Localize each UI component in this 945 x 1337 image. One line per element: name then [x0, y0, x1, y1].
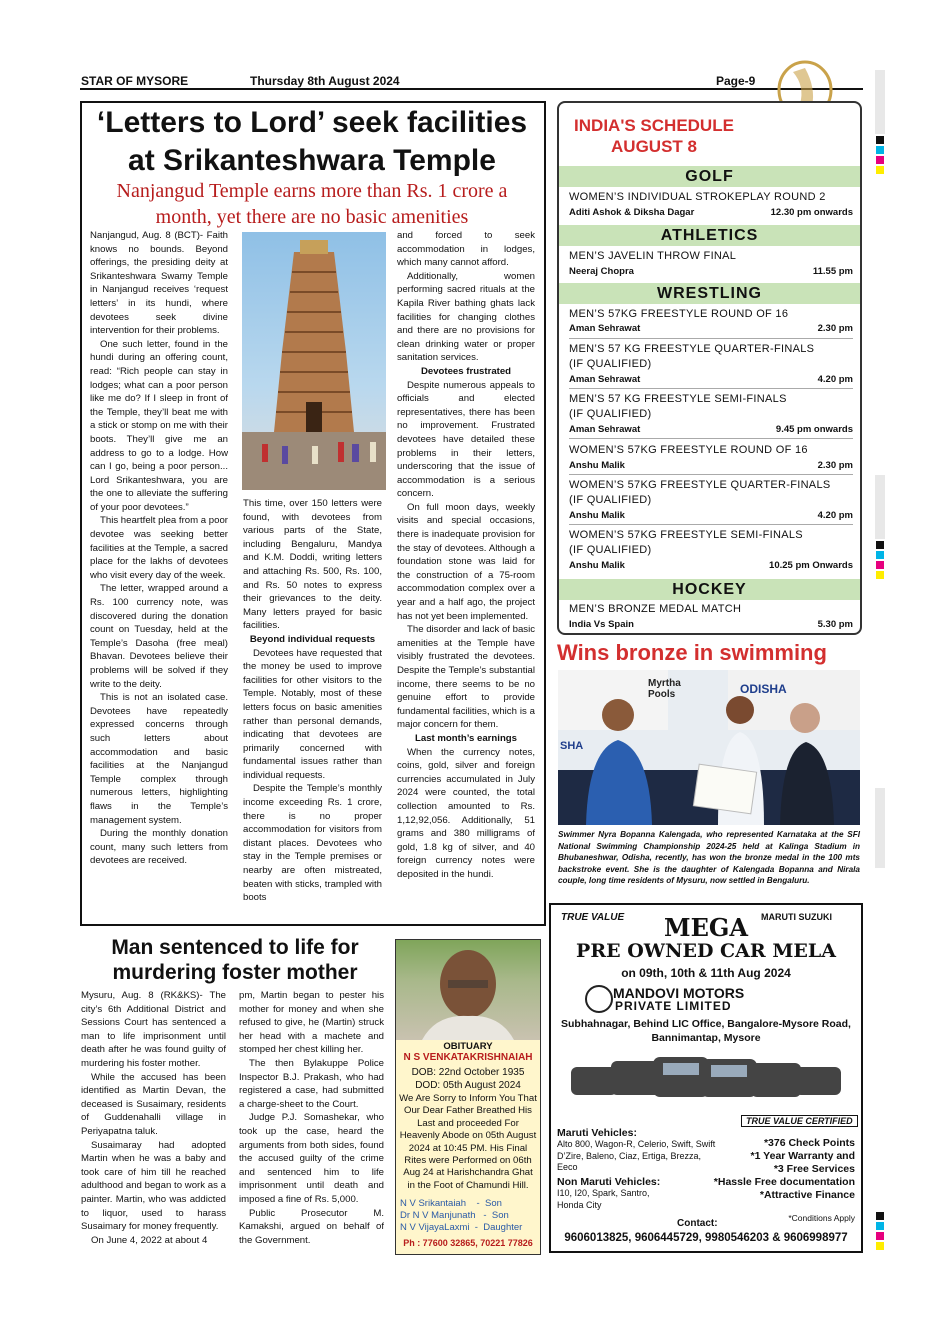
row-separator	[569, 438, 853, 439]
deck-line-2: month, yet there are no basic amenities	[155, 206, 469, 228]
paragraph: The disorder and lack of basic amenities at the Temple have visibly frustrated the devotees. Despite the Temple’s substantial income, there seems to be no genuine effort to provide fundamental facilities, which is a major concern for them.	[397, 624, 535, 731]
maruti-suzuki-logo: MARUTI SUZUKI	[761, 912, 832, 922]
event-row	[569, 266, 853, 277]
obituary-label: OBITUARY	[443, 1041, 493, 1052]
paragraph: The then Bylakuppe Police Inspector B.J. Prakash, who had registered a case, had submitted a charge-sheet to the Court.	[239, 1057, 384, 1110]
event-name: MEN’S JAVELIN THROW FINAL	[569, 250, 737, 262]
header-rule	[80, 88, 863, 90]
paragraph: Additionally, women performing sacred rituals at the Kapila River bathing ghats lack facilities for changing clothes and there are no provisions for clean drinking water or proper sanitation services.	[397, 270, 535, 364]
registration-mark	[876, 561, 884, 569]
schedule-title	[559, 115, 749, 157]
registration-mark	[876, 166, 884, 174]
paragraph: pm, Martin began to pester his mother for money and when she refused to give, he (Martin) struck her head with a machete and stomped her chest killing her.	[239, 990, 384, 1056]
temple-photo	[242, 232, 386, 490]
non-maruti-list: I10, I20, Spark, Santro, Honda City	[557, 1188, 650, 1210]
contact-phones: 9606013825, 9606445729, 9980546203 & 9606998977	[564, 1232, 848, 1244]
event-time: 10.25 pm Onwards	[769, 560, 853, 571]
maruti-vehicles-title: Maruti Vehicles:	[557, 1127, 637, 1139]
sport-header-wrestling: WRESTLING	[559, 283, 860, 304]
paragraph: During the monthly donation count, many such letters from devotees are received.	[90, 828, 228, 867]
feature: *376 Check Points	[763, 1137, 855, 1149]
sport-header-hockey: HOCKEY	[559, 579, 860, 600]
murder-col-2	[239, 989, 384, 1257]
mandovi-logo-icon	[585, 985, 613, 1013]
event-row	[569, 460, 853, 471]
paragraph: Nanjangud, Aug. 8 (BCT)- Faith knows no bounds. Beyond offerings, the presiding deity at Srikanteshwara Swamy Temple in Nanjangud receives ‘request letters’ in its hundi, where devotees seek divine intervention for their problems.	[90, 230, 228, 337]
india-schedule-box	[557, 101, 862, 635]
registration-mark	[876, 146, 884, 154]
obituary-message: We Are Sorry to Inform You That Our Dear Father Breathed His Last and proceeded For Heavenly Abode on 05th August 2024 at 10:45 PM. His Final Rites were Performed on 06th Aug 24 at Harishchandra Ghat in the Foot of Chamundi Hill.	[399, 1093, 537, 1191]
event-qualifier: (IF QUALIFIED)	[569, 494, 652, 506]
banner-myrtha-pools: Myrtha Pools	[648, 678, 681, 700]
schedule-title-line-2: AUGUST 8	[611, 137, 697, 156]
paragraph: Judge P.J. Somashekar, who took up the case, heard the arguments from both sides, found the accused guilty of the crime and sentenced him to life imprisonment until death and imposed a fine of Rs. 5,000.	[239, 1112, 384, 1205]
banner-odisha: ODISHA	[740, 682, 787, 696]
paragraph: While the accused has been identified as Martin Devan, the deceased is Susaimary, residents of Guddenahalli village in Periyapatna taluk.	[81, 1071, 226, 1137]
paragraph: This heartfelt plea from a poor devotee was seeking better facilities at the Temple, a sacred place for the lakhs of devotees who visit every day of the week.	[90, 515, 228, 581]
title-line-1: ‘Letters to Lord’ seek facilities	[96, 106, 528, 139]
athlete: Neeraj Chopra	[569, 266, 634, 277]
registration-mark	[876, 1242, 884, 1250]
temple-article-deck	[86, 178, 538, 230]
maruti-vehicles-list: Alto 800, Wagon-R, Celerio, Swift, Swift D’Zire, Baleno, Ciaz, Ertiga, Brezza, Eeco	[557, 1139, 716, 1172]
subheading-beyond-requests: Beyond individual requests	[249, 633, 376, 645]
event-row	[569, 424, 853, 435]
temple-col-1	[90, 229, 228, 918]
contact-label: Contact:	[677, 1218, 718, 1229]
feature: *Attractive Finance	[759, 1189, 855, 1201]
subheading-devotees-frustrated: Devotees frustrated	[420, 365, 512, 377]
margin-gray-bar	[875, 475, 885, 539]
athlete: India Vs Spain	[569, 619, 634, 630]
ad-headline: PRE OWNED CAR MELA	[576, 940, 836, 962]
event-name: WOMEN’S INDIVIDUAL STROKEPLAY ROUND 2	[569, 191, 826, 203]
row-separator	[569, 524, 853, 525]
temple-col-2	[243, 497, 382, 918]
title-line-2: murdering foster mother	[112, 961, 358, 984]
obituary-box	[395, 939, 541, 1255]
registration-mark	[876, 136, 884, 144]
feature: *Hassle Free documentation	[713, 1176, 855, 1188]
paragraph: and forced to seek accommodation in lodges, which many cannot afford.	[397, 230, 535, 269]
registration-mark	[876, 571, 884, 579]
event-name: MEN’S 57 KG FREESTYLE SEMI-FINALS	[569, 393, 787, 405]
event-qualifier: (IF QUALIFIED)	[569, 408, 652, 420]
obituary-name: N S VENKATAKRISHNAIAH	[403, 1052, 533, 1063]
registration-mark	[876, 1232, 884, 1240]
murder-article-title	[80, 935, 390, 985]
paragraph: On June 4, 2022 at about 4	[91, 1234, 208, 1246]
athlete: Anshu Malik	[569, 460, 625, 471]
paragraph: Despite numerous appeals to officials and elected representatives, there has been no improvement. Frustrated devotees have detailed these problems in their letters, underscoring that the issue of accommodation is a serious concern.	[397, 379, 535, 500]
obituary-dod: DOD: 05th August 2024	[415, 1080, 521, 1091]
dealer-name-2: PRIVATE LIMITED	[615, 999, 732, 1013]
paragraph: Susaimaray had adopted Martin when he was a baby and took care of him till he reached adulthood and began to work as a painter. Martin, who was addicted to liquor, used to harass Susaimary for money frequently.	[81, 1139, 226, 1233]
conditions-apply: *Conditions Apply	[788, 1213, 855, 1223]
ad-address-2: Bannimantap, Mysore	[651, 1032, 761, 1044]
paragraph: This time, over 150 letters were found, with devotees from various parts of the State, including Bengaluru, Mandya and K.M. Doddi, writing letters and attaching Rs. 500, Rs. 100, and Rs. 50 notes to express their grievances to the deity. Many letters prayed for basic facilities.	[243, 498, 382, 632]
event-row	[569, 323, 853, 334]
ad-mega: MEGA	[664, 913, 748, 942]
event-time: 4.20 pm	[817, 374, 853, 385]
row-separator	[569, 474, 853, 475]
true-value-logo: TRUE VALUE	[561, 912, 625, 923]
event-time: 9.45 pm onwards	[775, 424, 853, 435]
schedule-title-line-1: INDIA'S SCHEDULE	[574, 116, 734, 135]
registration-mark	[876, 156, 884, 164]
registration-mark	[876, 551, 884, 559]
car-mela-advertisement	[549, 903, 863, 1253]
margin-gray-bar	[875, 70, 885, 134]
newspaper-name: STAR OF MYSORE	[81, 74, 189, 88]
dealer-name: MANDOVI MOTORS	[613, 985, 745, 1001]
title-line-1: Man sentenced to life for	[111, 936, 359, 959]
swimming-caption: Swimmer Nyra Bopanna Kalengada, who represented Karnataka at the SFI National Swimming Championship 2024-25 held at Kalinga Stadium in Bhubaneshwar, Odisha, recently, has won the bronze medal in the 100 mts backstroke event. She is the daughter of Kalengada Bopanna and Nirala couple, long time residents of Mysuru, now settled in Bengaluru.	[558, 830, 860, 885]
page-number: Page-9	[716, 74, 756, 88]
obituary-phone: Ph : 77600 32865, 70221 77826	[403, 1238, 533, 1248]
temple-col-3	[397, 229, 535, 918]
event-row	[569, 560, 853, 571]
athlete: Anshu Malik	[569, 560, 625, 571]
ad-dates: on 09th, 10th & 11th Aug 2024	[621, 966, 791, 980]
cars-image	[571, 1047, 841, 1107]
swimming-headline: Wins bronze in swimming	[557, 640, 827, 665]
event-row	[569, 619, 853, 630]
event-row	[569, 207, 853, 218]
sport-header-golf: GOLF	[559, 166, 860, 187]
banner-sha: SHA	[560, 740, 584, 752]
obituary-photo	[396, 940, 540, 1040]
registration-mark	[876, 1222, 884, 1230]
certified-badge: TRUE VALUE CERTIFIED	[741, 1115, 858, 1127]
row-separator	[569, 388, 853, 389]
athlete: Aman Sehrawat	[569, 374, 641, 385]
event-qualifier: (IF QUALIFIED)	[569, 358, 652, 370]
paragraph: Despite the Temple’s monthly income exceeding Rs. 1 crore, there is no proper accommodation for visitors from distant places. Devotees who stay in the Temple premises or nearby are often mistreated, beaten with sticks, trampled with boots	[243, 783, 382, 904]
obituary-relative: Dr N V Manjunath - Son	[400, 1210, 509, 1221]
athlete: Aman Sehrawat	[569, 323, 641, 334]
temple-article-title	[86, 104, 538, 180]
issue-date: Thursday 8th August 2024	[250, 74, 400, 88]
event-time: 2.30 pm	[817, 460, 853, 471]
event-time: 5.30 pm	[817, 619, 853, 630]
event-name: MEN’S BRONZE MEDAL MATCH	[569, 603, 742, 615]
swimming-photo	[558, 670, 860, 825]
event-time: 2.30 pm	[817, 323, 853, 334]
margin-gray-bar	[875, 788, 885, 868]
deck-line-1: Nanjangud Temple earns more than Rs. 1 crore a	[116, 180, 508, 202]
murder-col-1	[81, 989, 226, 1257]
subheading-last-month-earnings: Last month’s earnings	[415, 732, 517, 744]
event-qualifier: (IF QUALIFIED)	[569, 544, 652, 556]
row-separator	[569, 338, 853, 339]
paragraph: Public Prosecutor M. Kamakshi, argued on behalf of the Government.	[239, 1207, 384, 1246]
athlete: Aditi Ashok & Diksha Dagar	[569, 207, 695, 218]
event-row	[569, 510, 853, 521]
event-time: 11.55 pm	[812, 266, 853, 277]
obituary-dob: DOB: 22nd October 1935	[411, 1067, 525, 1078]
paragraph: When the currency notes, coins, gold, silver and foreign currencies accumulated in July 2024 were counted, the total collection amounted to Rs. 1,12,92,056. Additionally, 51 grams and 380 milligrams of gold, 1.8 kg of silver, and 40 foreign currency notes were deposited in the hundi.	[397, 746, 535, 880]
paragraph: Mysuru, Aug. 8 (RK&KS)- The city’s 6th Additional District and Sessions Court has sentenced a man to life imprisonment until death after he was found guilty of murdering his foster mother.	[81, 990, 226, 1069]
event-name: MEN’S 57 KG FREESTYLE QUARTER-FINALS	[569, 343, 815, 355]
paragraph: Devotees have requested that the money be used to improve facilities for other visitors to the Temple. Notably, most of these letters focus on basic amenities rather than personal demands, indicating that devotees are primarily concerned with fundamental issues rather than individual requests.	[243, 647, 382, 781]
event-name: MEN’S 57KG FREESTYLE ROUND OF 16	[569, 308, 789, 320]
paragraph: On full moon days, weekly visits and special occasions, there is inadequate provision for the stay of devotees. Although a foundation stone was laid for the construction of a 75-room accommodation complex over a year and a half ago, the project has not yet been implemented.	[397, 501, 535, 622]
event-name: WOMEN’S 57KG FREESTYLE QUARTER-FINALS	[569, 479, 831, 491]
feature: *3 Free Services	[773, 1163, 855, 1175]
event-time: 12.30 pm onwards	[770, 207, 853, 218]
event-name: WOMEN’S 57KG FREESTYLE ROUND OF 16	[569, 444, 808, 456]
registration-mark	[876, 541, 884, 549]
registration-mark	[876, 1212, 884, 1220]
title-line-2: at Srikanteshwara Temple	[128, 144, 496, 177]
athlete: Anshu Malik	[569, 510, 625, 521]
paragraph: This is not an isolated case. Devotees have repeatedly expressed concerns through such letters about accommodation and basic facilities at the Nanjangud Temple complex through numerous letters, highlighting flaws in the Temple’s management system.	[90, 692, 228, 826]
sport-header-athletics: ATHLETICS	[559, 225, 860, 246]
event-name: WOMEN’S 57KG FREESTYLE SEMI-FINALS	[569, 529, 803, 541]
paragraph: The letter, wrapped around a Rs. 100 currency note, was discovered during the donation count on Tuesday, held at the Temple’s Dasoha (free meal) Bhavan. Devotees believe their problems will be solved if they write to the deity.	[90, 583, 228, 690]
obituary-relative: N V VijayaLaxmi - Daughter	[400, 1222, 523, 1233]
obituary-relative: N V Srikantaiah - Son	[400, 1198, 502, 1209]
feature: *1 Year Warranty and	[750, 1150, 855, 1162]
athlete: Aman Sehrawat	[569, 424, 641, 435]
event-row	[569, 374, 853, 385]
ad-address-1: Subhahnagar, Behind LIC Office, Bangalore-Mysore Road,	[561, 1018, 851, 1030]
paragraph: One such letter, found in the hundi during an offering count, read: “Rich people can stay in lodges; what can a poor person like me do? If I sleep in front of the Temple, they’ll beat me with a stick or stomp on me with their boots. They’ll give me an address to go to a lodge. How can I go, being a poor person... Lord Srikanteshwara, you are the one to alleviate the suffering of your poor devotees.”	[90, 338, 228, 513]
event-time: 4.20 pm	[817, 510, 853, 521]
non-maruti-title: Non Maruti Vehicles:	[557, 1176, 661, 1188]
